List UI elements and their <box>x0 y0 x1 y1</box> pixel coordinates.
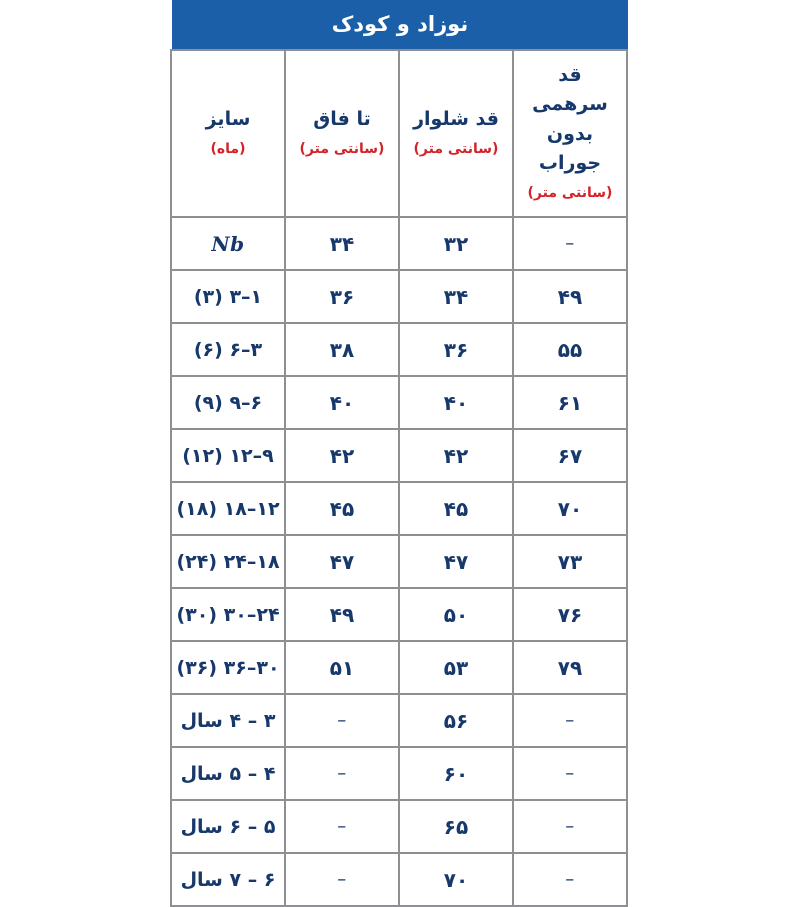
table-row <box>171 853 627 906</box>
cell-rise: ۴۲ <box>285 429 399 482</box>
cell-pants-length: ۶۰ <box>399 747 513 800</box>
column-header-rise <box>285 50 399 217</box>
table-row <box>171 217 627 270</box>
cell-head-height: ۶۱ <box>513 376 627 429</box>
cell-pants-length: ۴۷ <box>399 535 513 588</box>
cell-size: ۶–۹ (۹) <box>171 376 285 429</box>
table-row <box>171 588 627 641</box>
cell-size: ۲۴–۳۰ (۳۰) <box>171 588 285 641</box>
cell-head-height: ۷۹ <box>513 641 627 694</box>
table-row <box>171 482 627 535</box>
size-value-newborn: Nb <box>211 231 245 256</box>
cell-pants-length: ۳۲ <box>399 217 513 270</box>
cell-rise: – <box>285 747 399 800</box>
table-header <box>171 50 627 217</box>
table-header-row <box>171 50 627 217</box>
table-row <box>171 429 627 482</box>
cell-head-height: – <box>513 747 627 800</box>
cell-size: ۳–۶ (۶) <box>171 323 285 376</box>
cell-head-height: ۷۳ <box>513 535 627 588</box>
table-row <box>171 641 627 694</box>
column-header-unit: (سانتی متر) <box>527 184 613 201</box>
cell-rise: ۵۱ <box>285 641 399 694</box>
cell-size: ۱۲–۱۸ (۱۸) <box>171 482 285 535</box>
cell-size: ۳۰–۳۶ (۳۶) <box>171 641 285 694</box>
cell-size: ۱۸–۲۴ (۲۴) <box>171 535 285 588</box>
cell-head-height: – <box>513 853 627 906</box>
cell-pants-length: ۴۲ <box>399 429 513 482</box>
cell-rise: ۳۶ <box>285 270 399 323</box>
cell-size: ۹–۱۲ (۱۲) <box>171 429 285 482</box>
cell-pants-length: ۶۵ <box>399 800 513 853</box>
cell-pants-length: ۳۶ <box>399 323 513 376</box>
column-header-unit: (سانتی متر) <box>413 140 499 157</box>
cell-head-height: ۵۵ <box>513 323 627 376</box>
column-header-pants-length <box>399 50 513 217</box>
cell-rise: ۳۴ <box>285 217 399 270</box>
column-header-size <box>171 50 285 217</box>
table-row <box>171 535 627 588</box>
cell-size: ۱–۳ (۳) <box>171 270 285 323</box>
column-header-line2: بدون جوراب <box>538 122 602 175</box>
cell-size <box>171 217 285 270</box>
column-header-unit: (سانتی متر) <box>299 140 385 157</box>
page-title: نوزاد و کودک <box>172 0 628 49</box>
cell-size: ۳ – ۴ سال <box>171 694 285 747</box>
cell-head-height: – <box>513 800 627 853</box>
cell-pants-length: ۷۰ <box>399 853 513 906</box>
cell-pants-length: ۴۰ <box>399 376 513 429</box>
table-row <box>171 323 627 376</box>
column-header-line1: سایز <box>205 108 251 131</box>
cell-pants-length: ۳۴ <box>399 270 513 323</box>
cell-head-height: – <box>513 694 627 747</box>
size-table <box>170 49 628 907</box>
cell-head-height: ۷۶ <box>513 588 627 641</box>
cell-rise: ۳۸ <box>285 323 399 376</box>
table-row <box>171 270 627 323</box>
cell-pants-length: ۴۵ <box>399 482 513 535</box>
cell-head-height: ۴۹ <box>513 270 627 323</box>
table-body <box>171 217 627 906</box>
column-header-line1: قد شلوار <box>413 108 499 131</box>
cell-head-height: – <box>513 217 627 270</box>
cell-head-height: ۶۷ <box>513 429 627 482</box>
table-row <box>171 694 627 747</box>
cell-pants-length: ۵۰ <box>399 588 513 641</box>
table-row <box>171 747 627 800</box>
column-header-line1: تا فاق <box>313 108 371 131</box>
cell-size: ۴ – ۵ سال <box>171 747 285 800</box>
cell-size: ۶ – ۷ سال <box>171 853 285 906</box>
cell-pants-length: ۵۶ <box>399 694 513 747</box>
column-header-head-height <box>513 50 627 217</box>
cell-head-height: ۷۰ <box>513 482 627 535</box>
cell-rise: – <box>285 853 399 906</box>
cell-size: ۵ – ۶ سال <box>171 800 285 853</box>
table-row <box>171 800 627 853</box>
column-header-line1: قد سرهمی <box>532 64 608 116</box>
table-row <box>171 376 627 429</box>
cell-rise: – <box>285 694 399 747</box>
cell-rise: ۴۰ <box>285 376 399 429</box>
size-chart-container <box>172 0 628 907</box>
cell-rise: ۴۹ <box>285 588 399 641</box>
column-header-unit: (ماه) <box>210 140 246 157</box>
cell-rise: – <box>285 800 399 853</box>
cell-rise: ۴۷ <box>285 535 399 588</box>
cell-rise: ۴۵ <box>285 482 399 535</box>
cell-pants-length: ۵۳ <box>399 641 513 694</box>
